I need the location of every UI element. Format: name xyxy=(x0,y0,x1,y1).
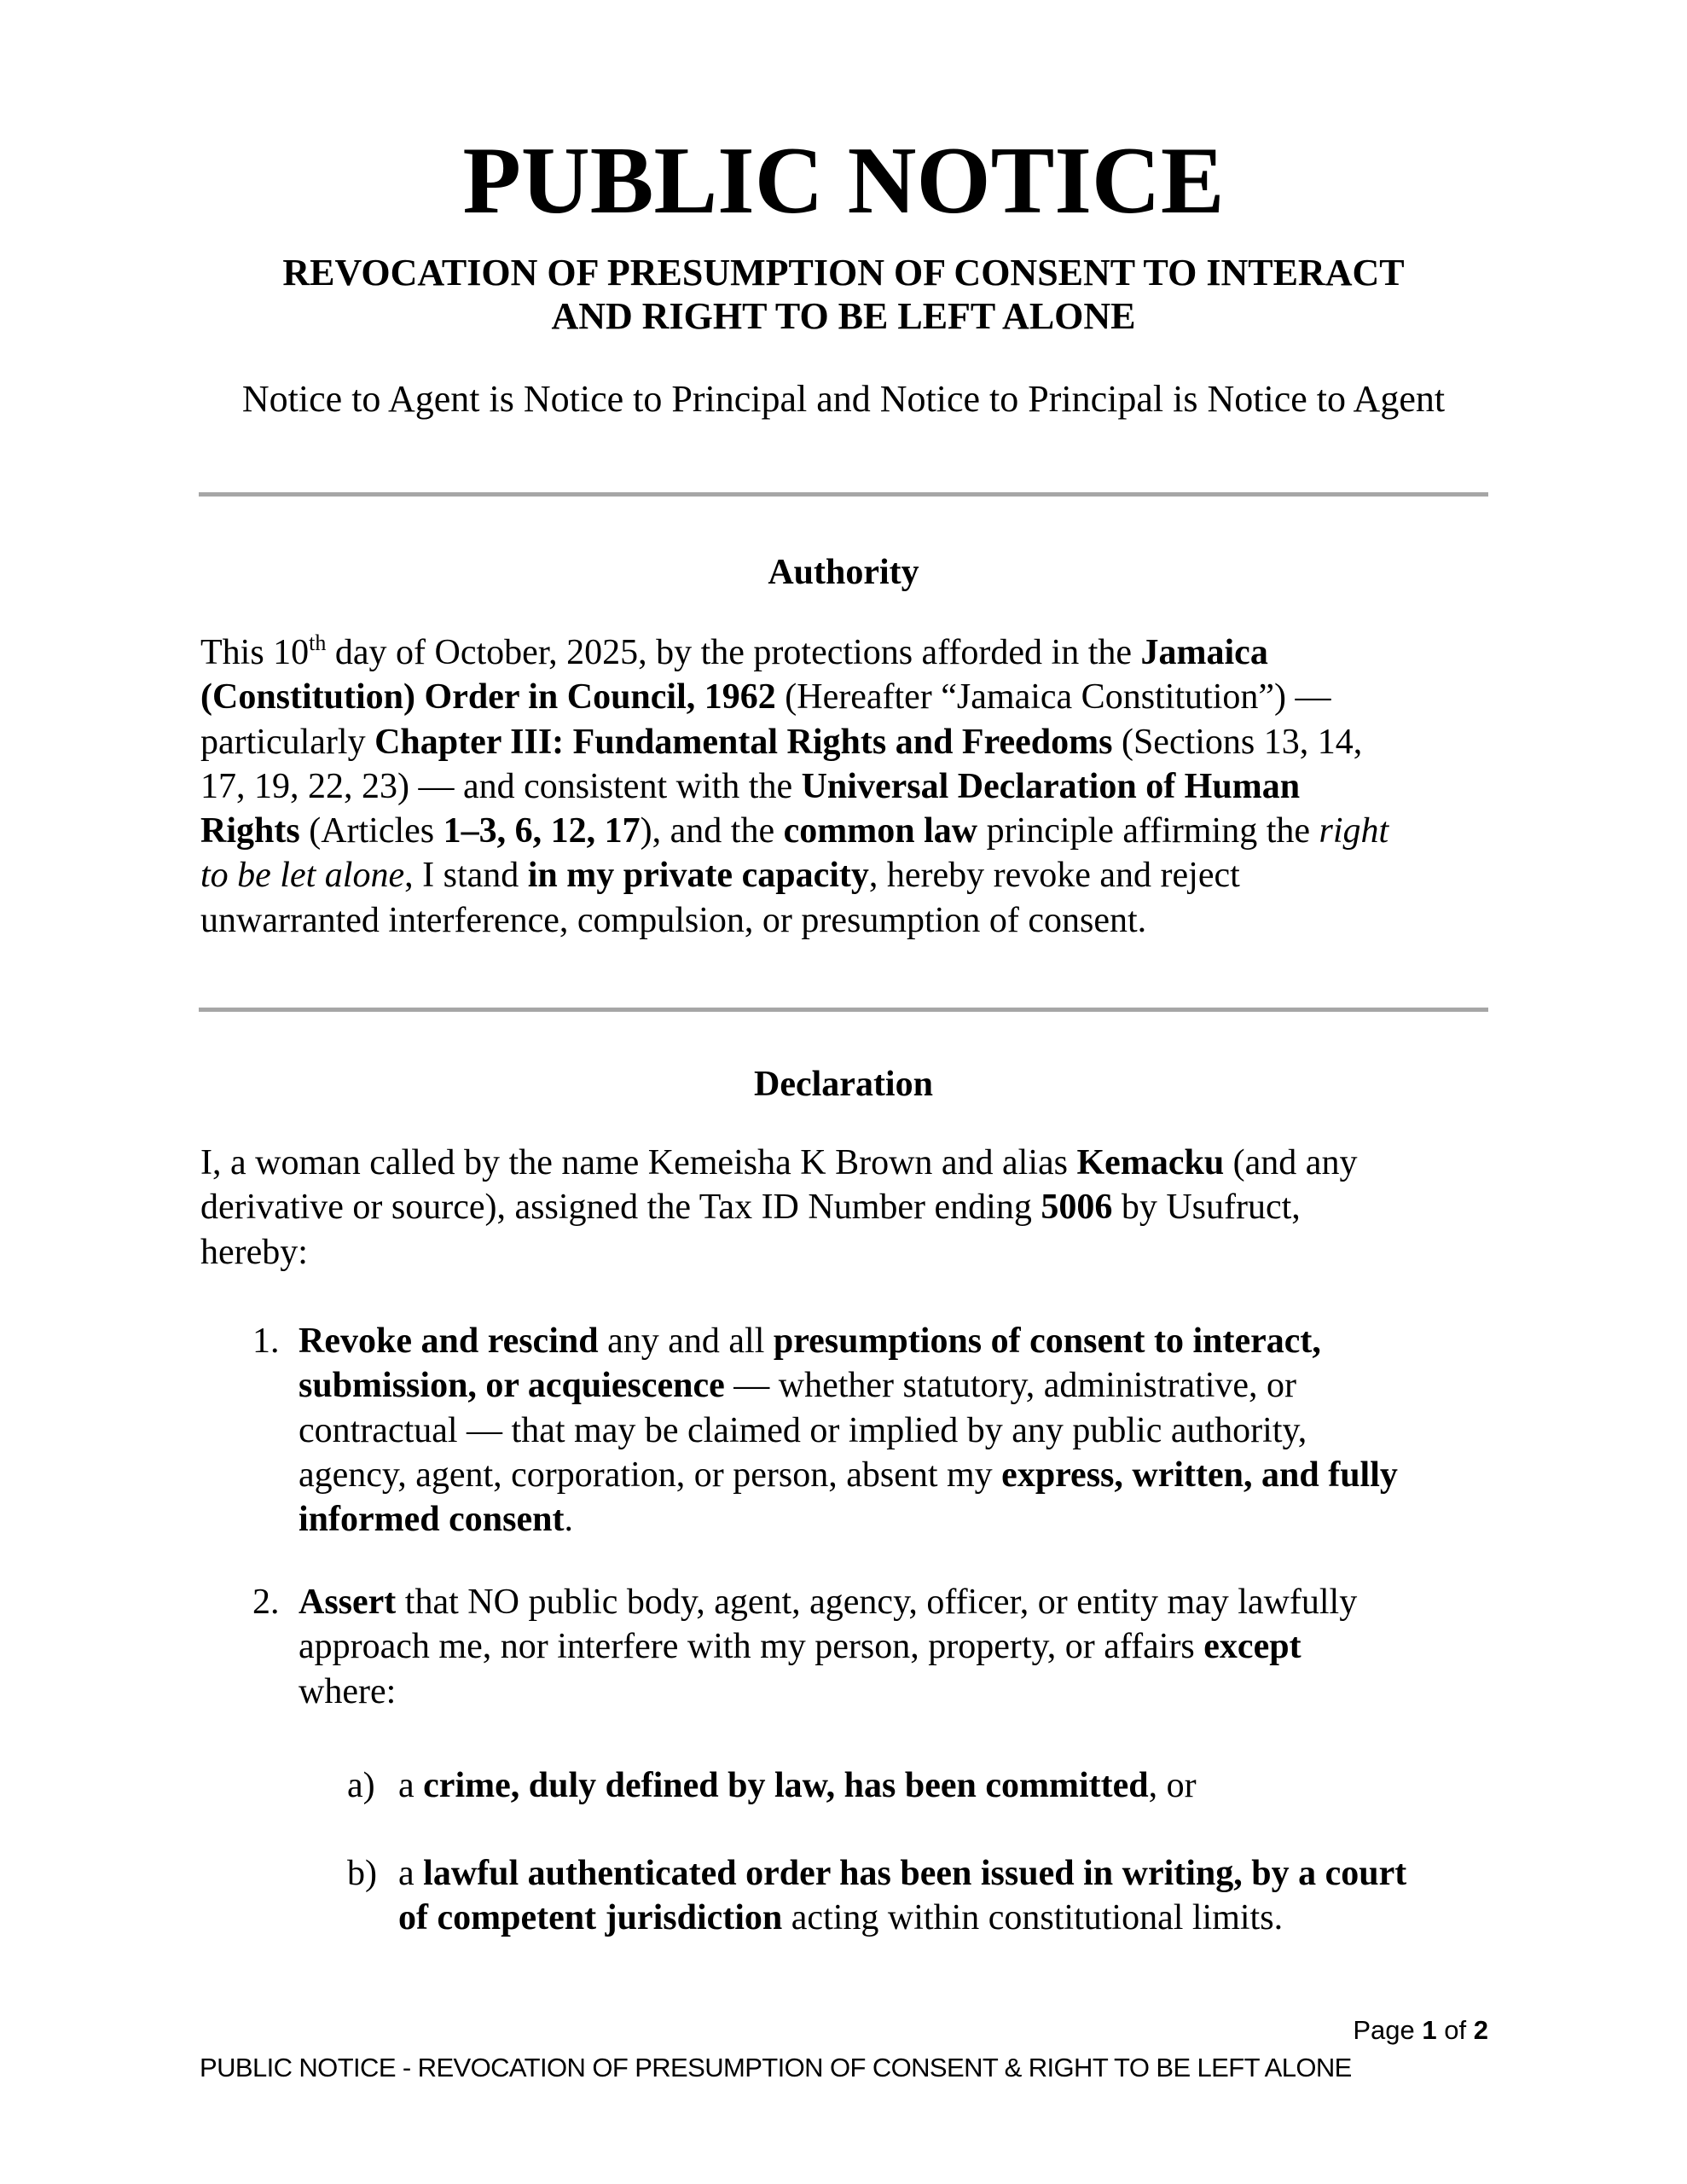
page-label: Page xyxy=(1353,2015,1415,2045)
document-subtitle xyxy=(0,251,1687,338)
page-title: PUBLIC NOTICE xyxy=(462,128,1225,234)
text-line: This 10th day of October, 2025, by the protections afforded in the Jamaica xyxy=(200,630,1268,672)
text-line: where: xyxy=(299,1671,397,1711)
text-line: a lawful authenticated order has been issued in writing, by a court xyxy=(398,1854,1407,1893)
sub-item-a-label: a) xyxy=(347,1766,375,1805)
page-of: of xyxy=(1444,2015,1467,2045)
text-line: submission, or acquiescence — whether statutory, administrative, or xyxy=(299,1366,1297,1406)
authority-heading: Authority xyxy=(768,553,919,592)
text-line: (Constitution) Order in Council, 1962 (Hereafter “Jamaica Constitution”) — xyxy=(200,677,1331,717)
sub-item-a xyxy=(398,1763,1524,1808)
authority-paragraph xyxy=(200,630,1497,943)
footer-document-title: PUBLIC NOTICE - REVOCATION OF PRESUMPTION OF CONSENT & RIGHT TO BE LEFT ALONE xyxy=(200,2053,1352,2082)
text-line: Assert that NO public body, agent, agency, officer, or entity may lawfully xyxy=(299,1583,1358,1622)
text-line: agency, agent, corporation, or person, absent my express, written, and fully xyxy=(299,1455,1398,1495)
text-line: derivative or source), assigned the Tax ID Number ending 5006 by Usufruct, xyxy=(200,1188,1301,1228)
declaration-intro xyxy=(200,1141,1497,1275)
text-line: to be let alone, I stand in my private capacity, hereby revoke and reject xyxy=(200,856,1240,896)
text-line: informed consent. xyxy=(299,1500,573,1540)
list-item-1-number: 1. xyxy=(252,1321,280,1361)
agent-principal-notice: Notice to Agent is Notice to Principal and Notice to Principal is Notice to Agent xyxy=(241,378,1446,420)
section-divider-1 xyxy=(199,492,1488,497)
page-total: 2 xyxy=(1473,2015,1488,2045)
text-line: unwarranted interference, compulsion, or presumption of consent. xyxy=(200,900,1147,940)
sub-item-b xyxy=(398,1851,1524,1941)
list-item-2-number: 2. xyxy=(252,1583,280,1622)
text-line: hereby: xyxy=(200,1232,308,1272)
text-line: I, a woman called by the name Kemeisha K Brown and alias Kemacku (and any xyxy=(200,1143,1358,1182)
text-line: of competent jurisdiction acting within constitutional limits. xyxy=(398,1898,1284,1938)
text-line: approach me, nor interfere with my person, property, or affairs except xyxy=(299,1627,1301,1667)
page-number xyxy=(1353,2017,1488,2043)
text-line: contractual — that may be claimed or implied by any public authority, xyxy=(299,1410,1307,1450)
subtitle-line-1: REVOCATION OF PRESUMPTION OF CONSENT TO INTERACT xyxy=(282,252,1405,293)
page-current: 1 xyxy=(1422,2015,1437,2045)
sub-item-b-label: b) xyxy=(347,1854,377,1893)
subtitle-line-2: AND RIGHT TO BE LEFT ALONE xyxy=(551,295,1136,337)
text-line: particularly Chapter III: Fundamental Rights and Freedoms (Sections 13, 14, xyxy=(200,722,1363,762)
section-divider-2 xyxy=(199,1008,1488,1012)
text-line: Revoke and rescind any and all presumptions of consent to interact, xyxy=(299,1321,1321,1361)
text-line: 17, 19, 22, 23) — and consistent with the Universal Declaration of Human xyxy=(200,766,1301,806)
text-line: Rights (Articles 1–3, 6, 12, 17), and the common law principle affirming the right xyxy=(200,811,1389,851)
text-line: a crime, duly defined by law, has been committed, or xyxy=(398,1766,1197,1805)
declaration-heading: Declaration xyxy=(754,1065,933,1104)
list-item-2 xyxy=(299,1580,1510,1714)
list-item-1 xyxy=(299,1319,1510,1542)
